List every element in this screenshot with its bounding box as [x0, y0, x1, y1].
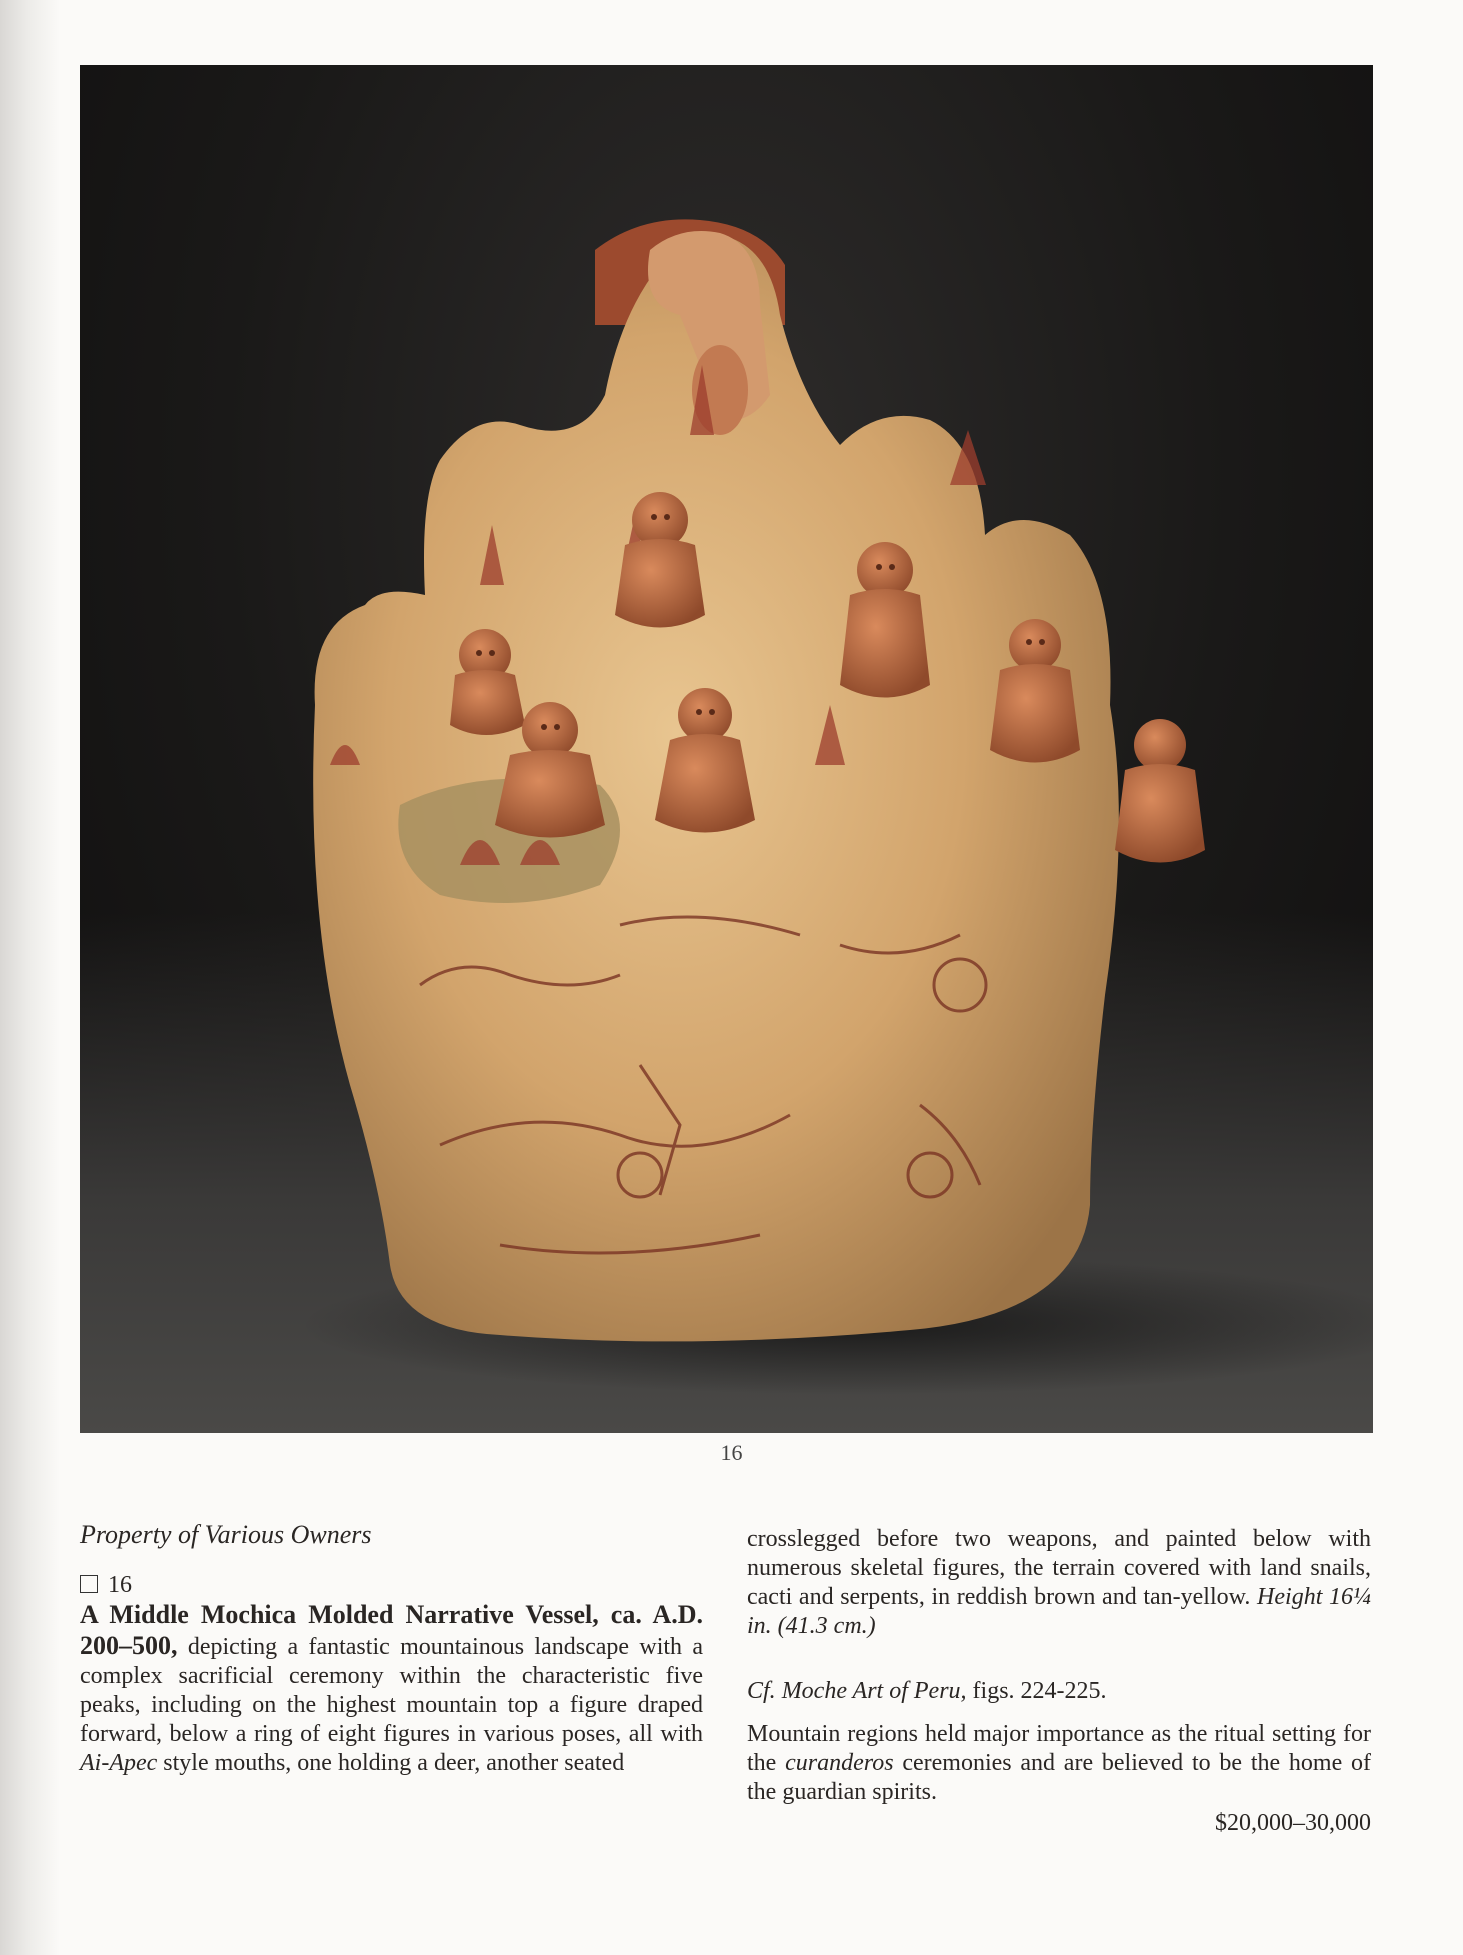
- reference-title: Moche Art of Peru,: [781, 1678, 967, 1704]
- reference: [747, 1677, 1371, 1706]
- lot-checkbox-icon: [80, 1575, 98, 1593]
- reference-prefix: Cf.: [747, 1678, 776, 1704]
- lot-body-italic: Ai-Apec: [80, 1750, 158, 1776]
- note: [747, 1720, 1371, 1807]
- lot-number: 16: [108, 1572, 132, 1598]
- dimensions: Height 16¼ in. (41.3 cm.): [747, 1584, 1372, 1639]
- description-right-column: [747, 1525, 1371, 1838]
- lot-number-line: [80, 1571, 703, 1600]
- lot-description-continued: [747, 1525, 1371, 1641]
- lot-title: A Middle Mochica Molded Narrative Vessel, ca. A.D. 200–500,: [80, 1600, 703, 1660]
- lot-body: depicting a fantastic mountainous landscape with a complex sacrificial ceremony within the characteristic five peaks, including on the highest mountain top a figure draped forward, below a ring of eight figures in various poses, all with: [80, 1634, 704, 1747]
- binding-gutter: [0, 0, 60, 1955]
- figure-number: 16: [720, 1440, 743, 1465]
- reference-pages: figs. 224-225.: [972, 1678, 1107, 1704]
- note-italic: curanderos: [785, 1750, 894, 1776]
- continuation-text: crosslegged before two weapons, and painted below with numerous skeletal figures, the terrain covered with land snails, cacti and serpents, in reddish brown and tan-yellow.: [747, 1526, 1371, 1610]
- lot-body-end: style mouths, one holding a deer, another seated: [163, 1750, 625, 1776]
- note-start: Mountain regions held major importance as the ritual setting for the: [747, 1721, 1371, 1776]
- note-end: ceremonies and are believed to be the home of the guardian spirits.: [747, 1750, 1372, 1805]
- owner-heading: Property of Various Owners: [80, 1520, 372, 1549]
- vessel-photograph: [80, 65, 1373, 1433]
- estimate: $20,000–30,000: [1215, 1810, 1371, 1836]
- lot-description: [80, 1600, 703, 1778]
- vessel-illustration: [80, 65, 1373, 1433]
- description-left-column: [80, 1520, 703, 1778]
